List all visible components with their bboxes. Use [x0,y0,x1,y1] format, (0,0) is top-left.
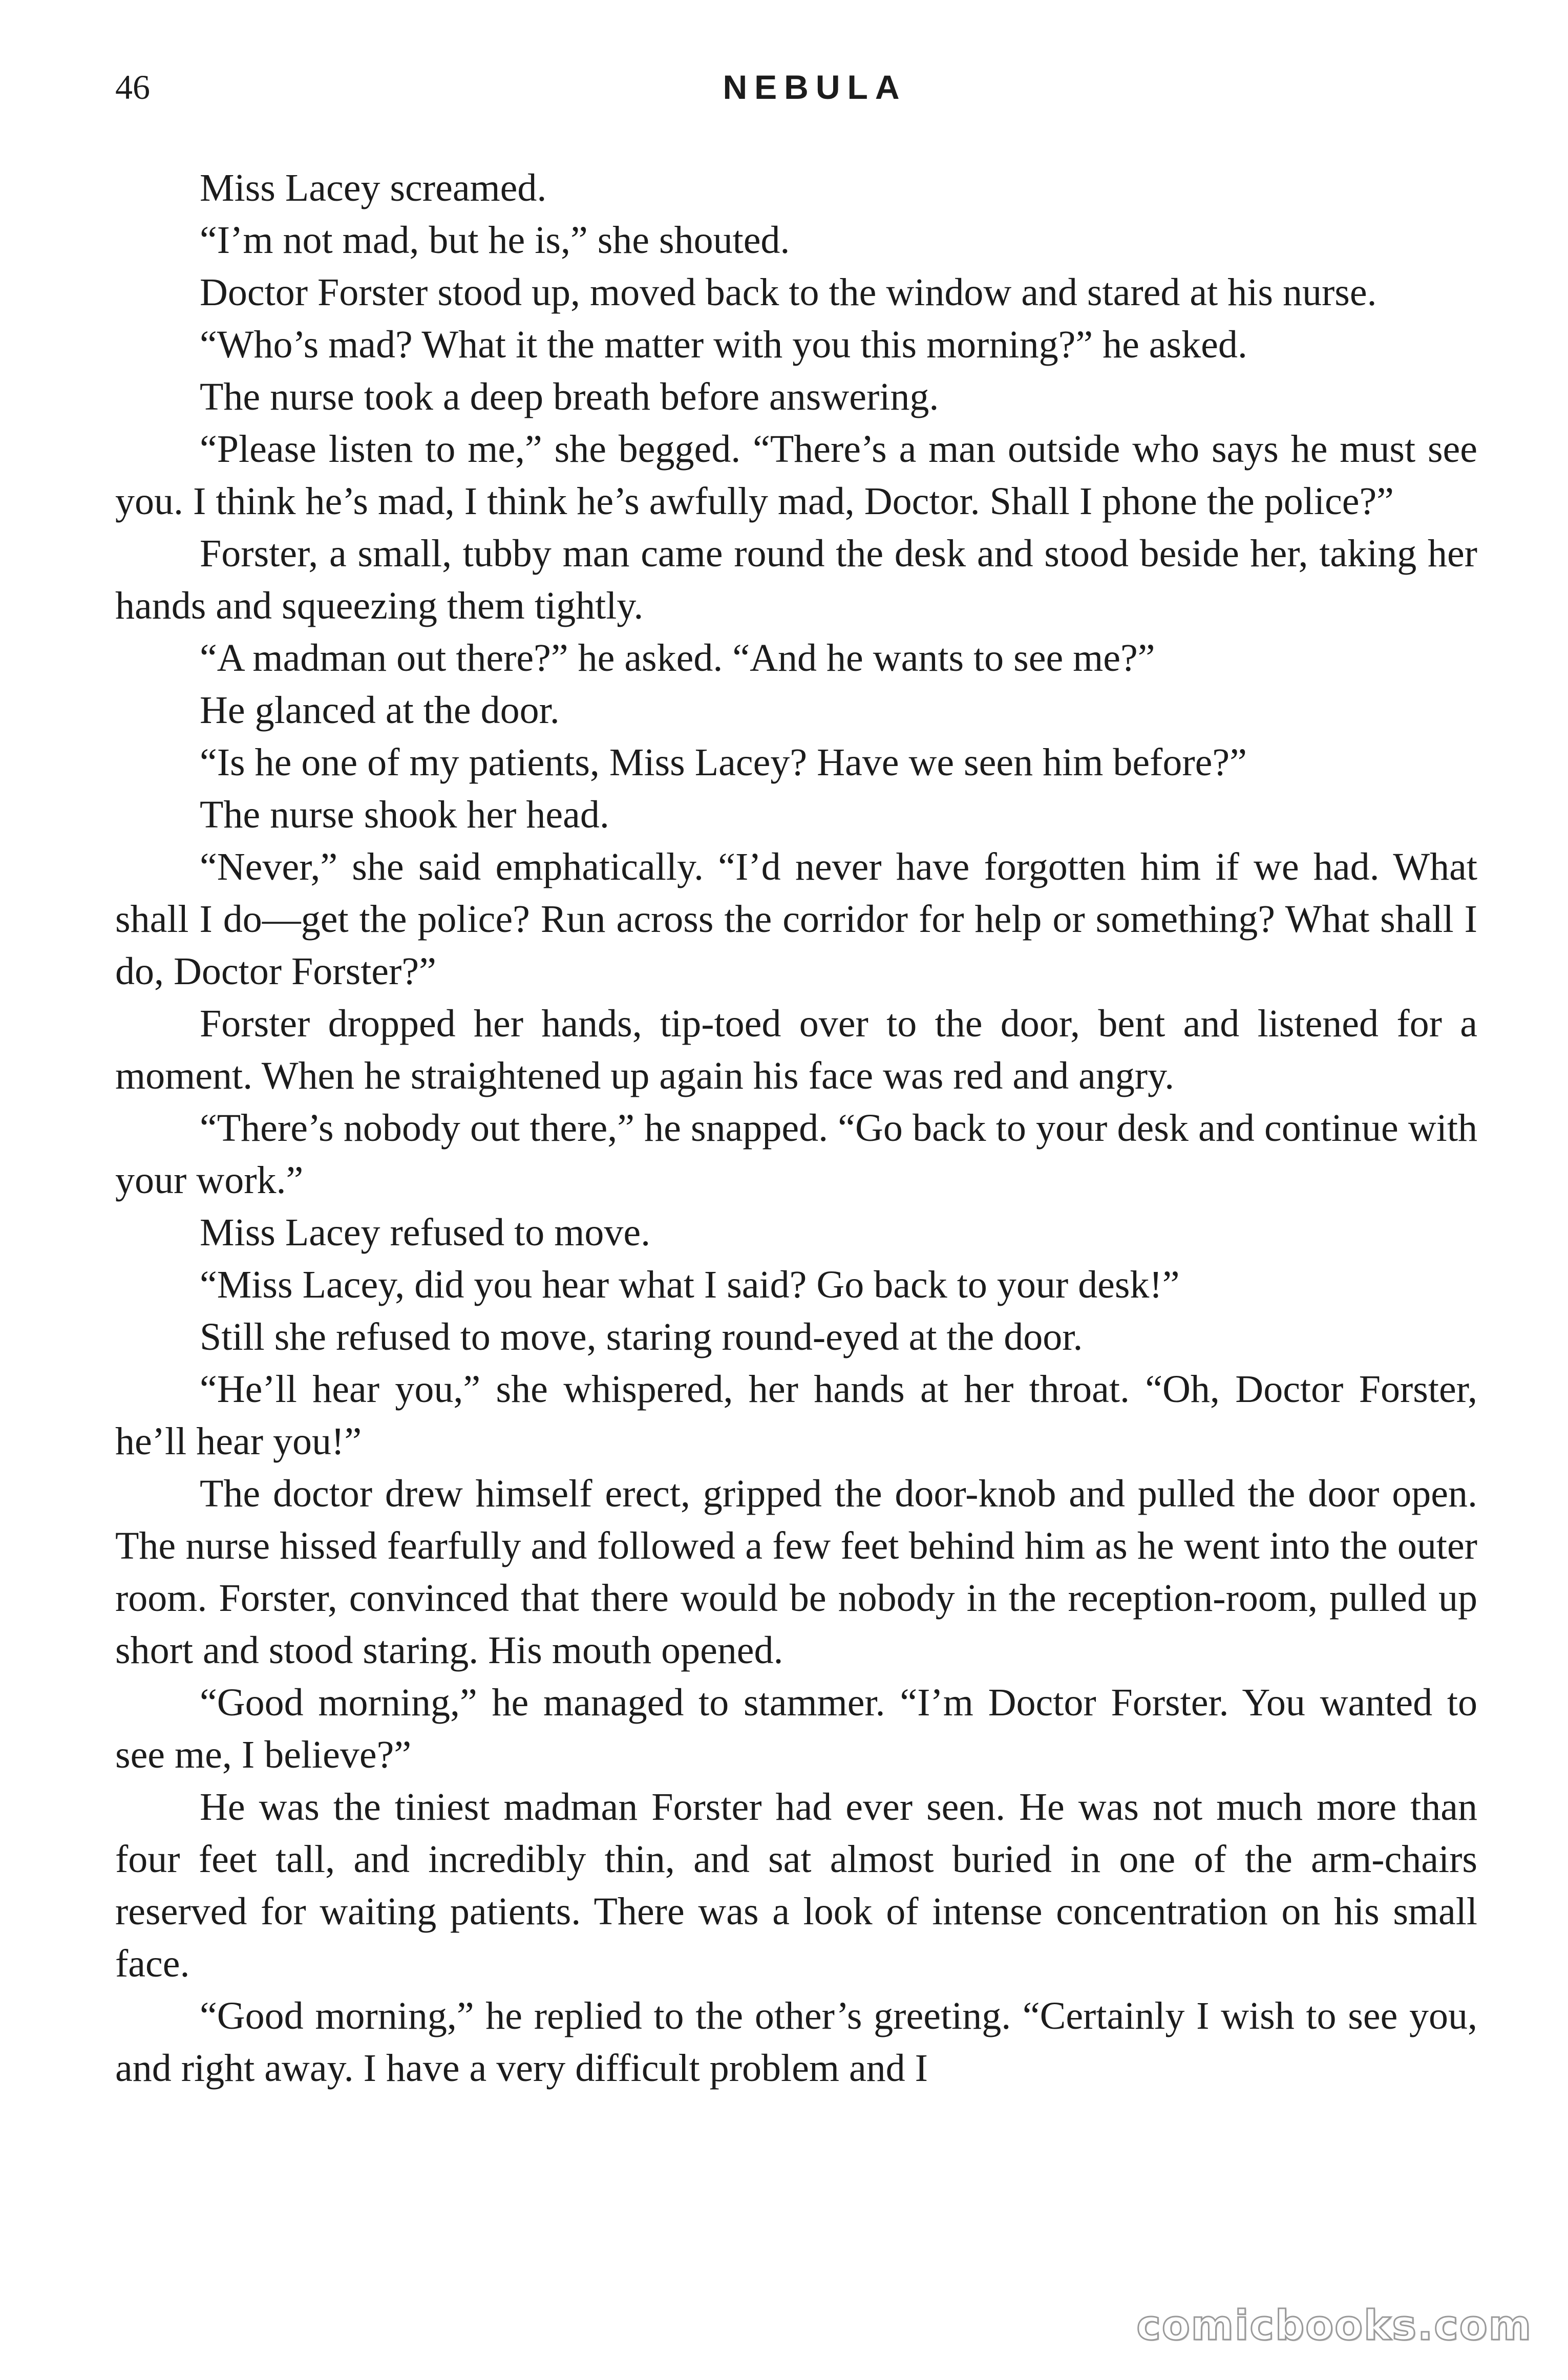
page-number: 46 [115,68,150,107]
page-header [115,61,1476,113]
paragraph: “Good morning,” he managed to stammer. “I’m Doctor Forster. You wanted to see me, I believe?” [115,1681,1477,1776]
paragraph: “I’m not mad, but he is,” she shouted. [200,219,790,262]
paragraph: “Please listen to me,” she begged. “There’s a man outside who says he must see you. I think he’s mad, I think he’s awfully mad, Doctor. Shall I phone the police?” [115,428,1477,523]
paragraph: “Miss Lacey, did you hear what I said? Go back to your desk!” [200,1263,1180,1306]
paragraph: “He’ll hear you,” she whispered, her hands at her throat. “Oh, Doctor Forster, he’ll hear you!” [115,1368,1477,1463]
paragraph: Miss Lacey screamed. [200,166,547,209]
paragraph: “Is he one of my patients, Miss Lacey? Have we seen him before?” [200,741,1247,784]
paragraph: Forster, a small, tubby man came round the desk and stood beside her, taking her hands and squeezing them tightly. [115,532,1477,627]
paragraph: The doctor drew himself erect, gripped the door-knob and pulled the door open. The nurse hissed fearfully and followed a few feet behind him as he went into the outer room. Forster, convinced that there would be nobody in the reception-room, pulled up short and stood staring. His mouth opened. [115,1472,1477,1672]
paragraph: Miss Lacey refused to move. [200,1211,651,1254]
paragraph: Forster dropped her hands, tip-toed over to the door, bent and listened for a moment. When he straightened up again his face was red and angry. [115,1002,1477,1097]
watermark: comicbooks.com [1136,2302,1532,2349]
paragraph: He was the tiniest madman Forster had ever seen. He was not much more than four feet tall, and incredibly thin, and sat almost buried in one of the arm-chairs reserved for waiting patients. There was a look of intense concentration on his small face. [115,1786,1477,1985]
paragraph: “Good morning,” he replied to the other’s greeting. “Certainly I wish to see you, and right away. I have a very difficult problem and I [115,1994,1477,2090]
paragraph: The nurse shook her head. [200,793,609,836]
paragraph: Still she refused to move, staring round-eyed at the door. [200,1315,1083,1358]
paragraph: The nurse took a deep breath before answering. [200,375,939,418]
running-title: NEBULA [723,68,907,106]
paragraph: “Never,” she said emphatically. “I’d never have forgotten him if we had. What shall I do—get the police? Run across the corridor for help or something? What shall I do, Doctor Forster?” [115,845,1477,993]
paragraph: “Who’s mad? What it the matter with you this morning?” he asked. [200,323,1247,366]
paragraph: “A madman out there?” he asked. “And he wants to see me?” [200,636,1155,679]
paragraph: He glanced at the door. [200,689,560,732]
story-text [115,162,1477,2094]
paragraph: “There’s nobody out there,” he snapped. “Go back to your desk and continue with your work.” [115,1107,1477,1202]
paragraph: Doctor Forster stood up, moved back to the window and stared at his nurse. [200,271,1377,314]
